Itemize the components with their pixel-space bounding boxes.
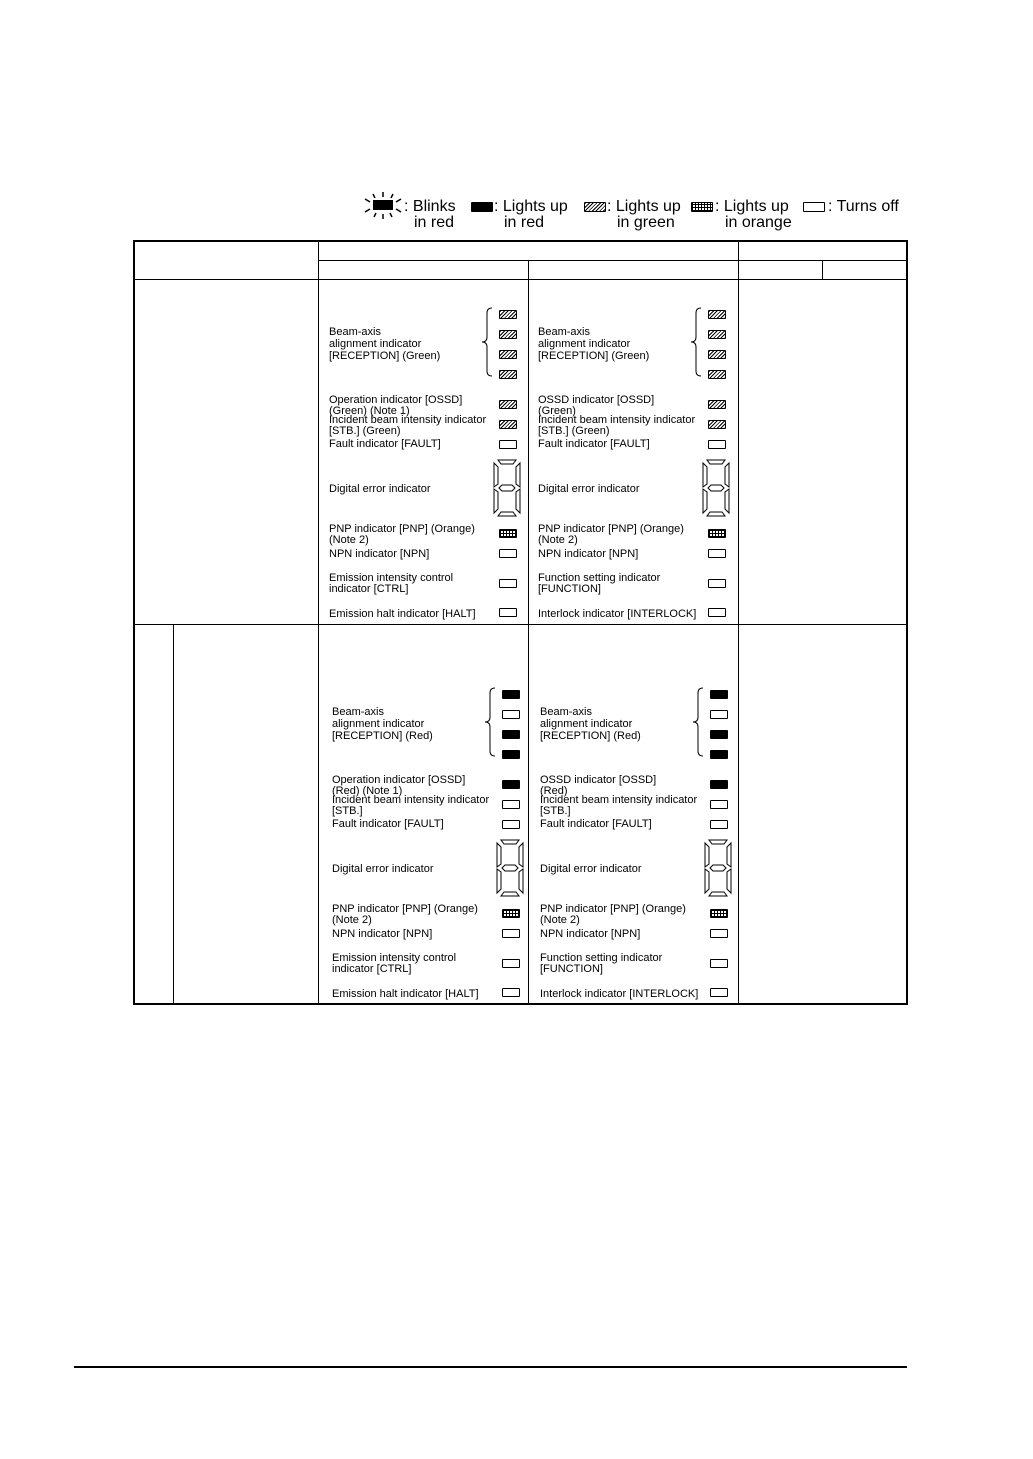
beam-axis-label: alignment indicator xyxy=(329,338,422,350)
reception-indicator xyxy=(499,370,517,379)
stb-label-2: [STB.] xyxy=(540,805,571,817)
halt-indicator xyxy=(499,608,517,617)
npn-label: NPN indicator [NPN] xyxy=(538,548,639,560)
digital-error-label: Digital error indicator xyxy=(540,863,642,875)
ossd-indicator xyxy=(502,780,520,789)
digital-error-label: Digital error indicator xyxy=(538,483,640,495)
pnp-label-2: (Note 2) xyxy=(538,534,578,546)
halt-label: Emission halt indicator [HALT] xyxy=(329,608,476,620)
fault-indicator xyxy=(502,820,520,829)
stb-label: Incident beam intensity indicator xyxy=(540,794,698,806)
legend-red-line2: in red xyxy=(504,214,545,231)
pnp-label-2: (Note 2) xyxy=(332,914,372,926)
reception-indicator xyxy=(710,690,728,699)
npn-indicator xyxy=(708,549,726,558)
blink-red-icon xyxy=(360,190,408,222)
legend-blink-line1: : Blinks xyxy=(404,198,456,215)
fault-indicator xyxy=(710,820,728,829)
ctrl-label: Emission intensity control xyxy=(329,572,454,584)
reception-indicator xyxy=(708,350,726,359)
stb-label: Incident beam intensity indicator xyxy=(538,414,696,426)
digital-error-label: Digital error indicator xyxy=(332,863,434,875)
panel-row1-col1 xyxy=(329,308,529,618)
table-border-bottom xyxy=(133,1003,908,1005)
fault-label: Fault indicator [FAULT] xyxy=(538,438,650,450)
halt-label: Interlock indicator [INTERLOCK] xyxy=(538,608,697,620)
ctrl-indicator xyxy=(502,959,520,968)
lit-red-icon xyxy=(471,202,493,212)
fault-label: Fault indicator [FAULT] xyxy=(332,818,444,830)
halt-indicator xyxy=(502,988,520,997)
digital-error-label: Digital error indicator xyxy=(329,483,431,495)
halt-label: Interlock indicator [INTERLOCK] xyxy=(540,988,699,1000)
ctrl-label-2: indicator [CTRL] xyxy=(332,963,412,975)
reception-indicator xyxy=(708,330,726,339)
reception-indicator xyxy=(499,310,517,319)
fault-indicator xyxy=(708,440,726,449)
beam-axis-label: [RECEPTION] (Green) xyxy=(329,350,441,362)
ossd-label-2: (Red) xyxy=(540,785,568,797)
ctrl-label: Function setting indicator xyxy=(540,952,663,964)
panel-row1-col2 xyxy=(538,308,738,618)
seven-segment-display-icon xyxy=(493,459,521,517)
panel-row2-col2 xyxy=(540,688,740,998)
ctrl-label: Emission intensity control xyxy=(332,952,457,964)
ossd-label: OSSD indicator [OSSD] xyxy=(540,774,657,786)
fault-label: Fault indicator [FAULT] xyxy=(329,438,441,450)
brace-icon xyxy=(692,687,704,755)
stb-label-2: [STB.] xyxy=(332,805,363,817)
ctrl-label-2: indicator [CTRL] xyxy=(329,583,409,595)
seven-segment-display-icon xyxy=(496,839,524,897)
col-line-4 xyxy=(822,260,823,280)
pnp-indicator xyxy=(502,909,520,918)
halt-indicator xyxy=(708,608,726,617)
ossd-label: Operation indicator [OSSD] xyxy=(329,394,463,406)
ctrl-label-2: [FUNCTION] xyxy=(540,963,603,975)
legend xyxy=(360,190,905,240)
beam-axis-label: [RECEPTION] (Red) xyxy=(332,730,433,742)
npn-label: NPN indicator [NPN] xyxy=(329,548,430,560)
stb-indicator xyxy=(502,800,520,809)
ossd-label-2: (Red) (Note 1) xyxy=(332,785,403,797)
ossd-label-2: (Green) (Note 1) xyxy=(329,405,410,417)
seven-segment-display-icon xyxy=(702,459,730,517)
beam-axis-label: Beam-axis xyxy=(538,326,590,338)
fault-indicator xyxy=(499,440,517,449)
legend-orange-line2: in orange xyxy=(725,214,792,231)
pnp-label-2: (Note 2) xyxy=(540,914,580,926)
table-border-top xyxy=(133,240,908,242)
row-divider xyxy=(133,624,908,625)
brace-icon xyxy=(690,307,702,375)
reception-indicator xyxy=(502,690,520,699)
header-subline xyxy=(318,260,908,261)
reception-indicator xyxy=(499,330,517,339)
beam-axis-label: Beam-axis xyxy=(332,706,384,718)
lit-green-icon xyxy=(584,202,606,212)
table-border-right xyxy=(906,240,908,1005)
lit-orange-icon xyxy=(691,202,713,212)
pnp-indicator xyxy=(708,529,726,538)
stb-indicator xyxy=(708,420,726,429)
panel-row2-col1 xyxy=(332,688,532,998)
pnp-label: PNP indicator [PNP] (Orange) xyxy=(540,903,686,915)
ctrl-indicator xyxy=(710,959,728,968)
stb-label-2: [STB.] (Green) xyxy=(538,425,610,437)
reception-indicator xyxy=(708,370,726,379)
pnp-label: PNP indicator [PNP] (Orange) xyxy=(332,903,478,915)
npn-label: NPN indicator [NPN] xyxy=(540,928,641,940)
brace-icon xyxy=(481,307,493,375)
legend-orange-line1: : Lights up xyxy=(715,198,789,215)
reception-indicator xyxy=(710,710,728,719)
col-line-1 xyxy=(318,240,319,1005)
ossd-indicator xyxy=(710,780,728,789)
beam-axis-label: Beam-axis xyxy=(540,706,592,718)
ossd-label: Operation indicator [OSSD] xyxy=(332,774,466,786)
reception-indicator xyxy=(499,350,517,359)
stb-indicator xyxy=(499,420,517,429)
halt-indicator xyxy=(710,988,728,997)
ossd-indicator xyxy=(499,400,517,409)
reception-indicator xyxy=(710,750,728,759)
ossd-indicator xyxy=(708,400,726,409)
col-line-sub xyxy=(173,624,174,1004)
fault-label: Fault indicator [FAULT] xyxy=(540,818,652,830)
off-icon xyxy=(803,202,825,212)
ctrl-indicator xyxy=(499,579,517,588)
pnp-indicator xyxy=(710,909,728,918)
pnp-label: PNP indicator [PNP] (Orange) xyxy=(538,523,684,535)
reception-indicator xyxy=(502,710,520,719)
legend-blink-line2: in red xyxy=(414,214,455,231)
reception-indicator xyxy=(710,730,728,739)
ctrl-indicator xyxy=(708,579,726,588)
brace-icon xyxy=(484,687,496,755)
pnp-indicator xyxy=(499,529,517,538)
ossd-label-2: (Green) xyxy=(538,405,576,417)
beam-axis-label: alignment indicator xyxy=(540,718,633,730)
stb-label: Incident beam intensity indicator xyxy=(332,794,490,806)
footer-rule xyxy=(74,1366,907,1368)
ctrl-label: Function setting indicator xyxy=(538,572,661,584)
npn-indicator xyxy=(502,929,520,938)
beam-axis-label: [RECEPTION] (Green) xyxy=(538,350,650,362)
npn-indicator xyxy=(499,549,517,558)
halt-label: Emission halt indicator [HALT] xyxy=(332,988,479,1000)
legend-green-line1: : Lights up xyxy=(607,198,681,215)
seven-segment-display-icon xyxy=(704,839,732,897)
reception-indicator xyxy=(708,310,726,319)
pnp-label-2: (Note 2) xyxy=(329,534,369,546)
reception-indicator xyxy=(502,750,520,759)
npn-indicator xyxy=(710,929,728,938)
legend-off-line1: : Turns off xyxy=(828,198,899,215)
beam-axis-label: Beam-axis xyxy=(329,326,381,338)
reception-indicator xyxy=(502,730,520,739)
legend-red-line1: : Lights up xyxy=(494,198,568,215)
ctrl-label-2: [FUNCTION] xyxy=(538,583,601,595)
stb-label: Incident beam intensity indicator xyxy=(329,414,487,426)
stb-label-2: [STB.] (Green) xyxy=(329,425,401,437)
beam-axis-label: [RECEPTION] (Red) xyxy=(540,730,641,742)
pnp-label: PNP indicator [PNP] (Orange) xyxy=(329,523,475,535)
table-border-left xyxy=(133,240,135,1005)
legend-green-line2: in green xyxy=(617,214,675,231)
header-bottom-line xyxy=(133,279,908,280)
ossd-label: OSSD indicator [OSSD] xyxy=(538,394,655,406)
stb-indicator xyxy=(710,800,728,809)
npn-label: NPN indicator [NPN] xyxy=(332,928,433,940)
beam-axis-label: alignment indicator xyxy=(538,338,631,350)
beam-axis-label: alignment indicator xyxy=(332,718,425,730)
